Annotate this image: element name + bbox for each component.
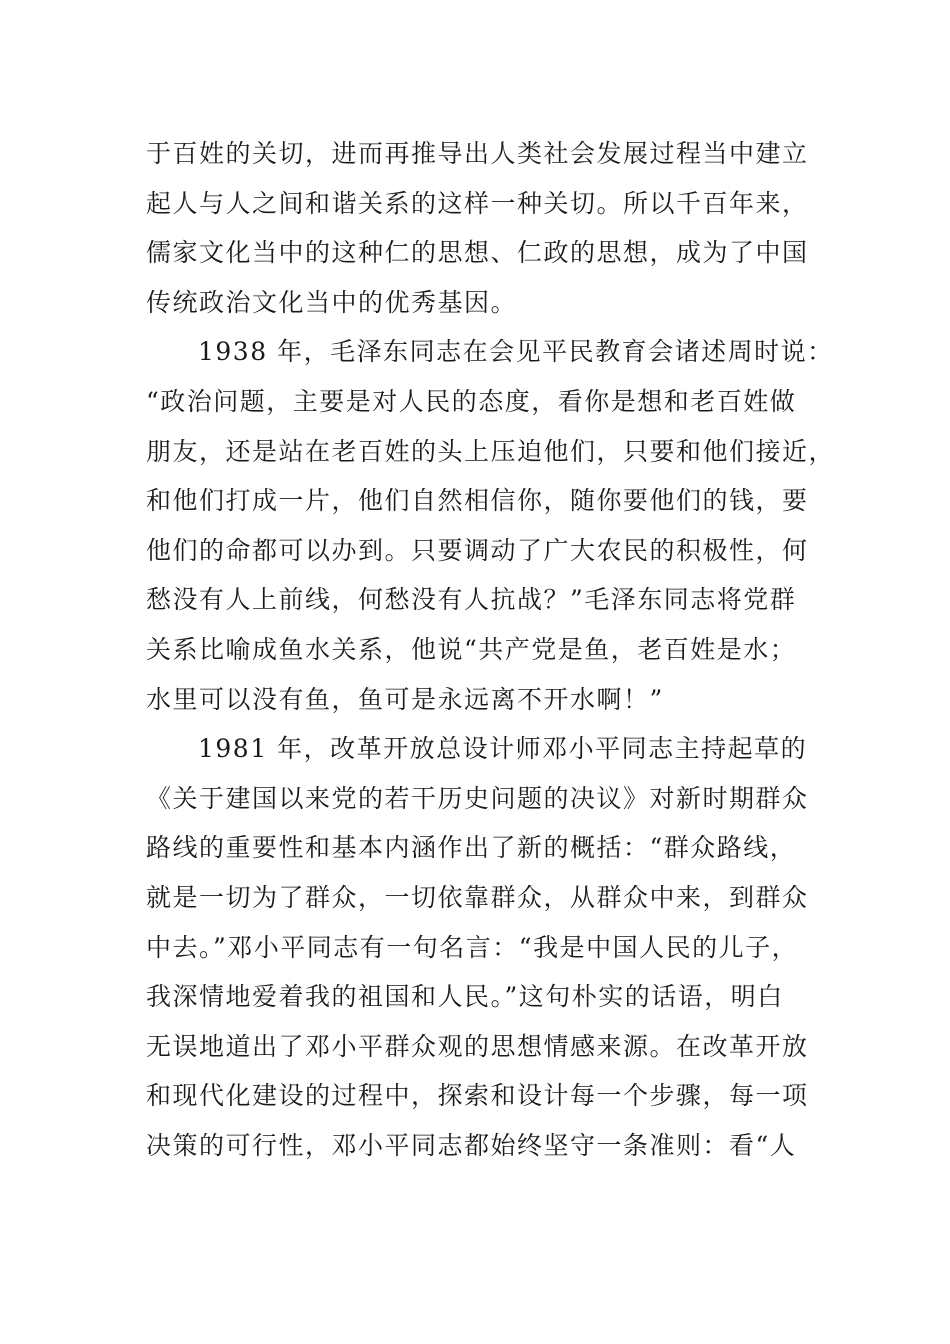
text-line: 关系比喻成鱼水关系，他说“共产党是鱼，老百姓是水； <box>146 634 797 664</box>
text-line: 于百姓的关切，进而再推导出人类社会发展过程当中建立 <box>146 139 809 168</box>
text-line: 和现代化建设的过程中，探索和设计每一个步骤，每一项 <box>146 1081 809 1111</box>
text-line: 就是一切为了群众，一切依靠群众，从群众中来，到群众 <box>146 882 809 912</box>
text-line: 决策的可行性，邓小平同志都始终坚守一条准则：看“人 <box>146 1130 797 1160</box>
text-line: 水里可以没有鱼，鱼可是永远离不开水啊！” <box>146 684 664 714</box>
paragraph-first-line: 1938 年，毛泽东同志在会见平民教育会诸述周时说： <box>198 337 834 367</box>
text-line: 他们的命都可以办到。只要调动了广大农民的积极性，何 <box>146 535 809 565</box>
text-line: 朋友，还是站在老百姓的头上压迫他们，只要和他们接近， <box>146 436 836 466</box>
text-line: 无误地道出了邓小平群众观的思想情感来源。在改革开放 <box>146 1031 809 1061</box>
text-line: 和他们打成一片，他们自然相信你，随你要他们的钱，要 <box>146 486 809 516</box>
body-text <box>146 129 836 1170</box>
text-line: 传统政治文化当中的优秀基因。 <box>146 287 518 317</box>
text-line: 愁没有人上前线，何愁没有人抗战？”毛泽东同志将党群 <box>146 585 797 615</box>
text-line: 中去。”邓小平同志有一句名言：“我是中国人民的儿子， <box>146 932 799 962</box>
text-line: 儒家文化当中的这种仁的思想、仁政的思想，成为了中国 <box>146 238 809 268</box>
text-line: “政治问题，主要是对人民的态度，看你是想和老百姓做 <box>146 386 797 416</box>
text-line: 《关于建国以来党的若干历史问题的决议》对新时期群众 <box>146 783 809 813</box>
text-line: 起人与人之间和谐关系的这样一种关切。所以千百年来， <box>146 188 809 218</box>
text-line: 我深情地爱着我的祖国和人民。”这句朴实的话语，明白 <box>146 982 784 1012</box>
paragraph-first-line: 1981 年，改革开放总设计师邓小平同志主持起草的 <box>198 734 808 764</box>
text-line: 路线的重要性和基本内涵作出了新的概括：“群众路线， <box>146 833 797 863</box>
